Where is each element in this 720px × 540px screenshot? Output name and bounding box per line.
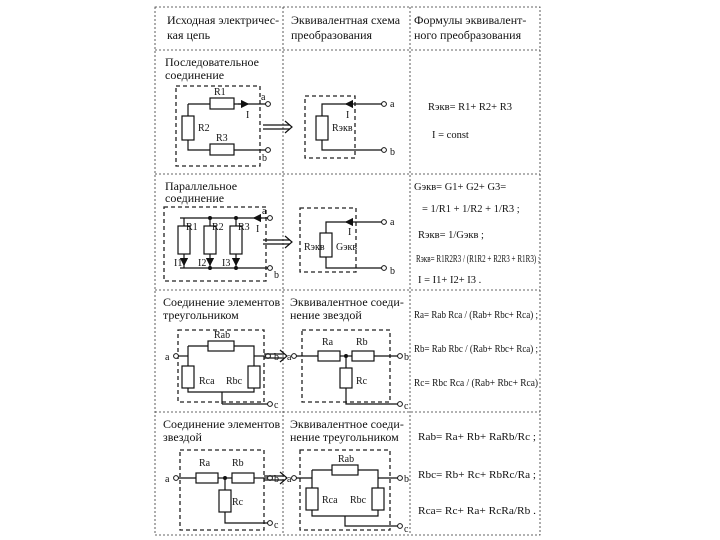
series-req-resistor <box>316 116 328 140</box>
delta-to-star-formulas <box>414 310 538 389</box>
parallel-terminal-b: b <box>274 270 279 281</box>
header-col3-line2: ного преобразования <box>414 28 522 42</box>
delta4-terminal-a: a <box>287 474 292 485</box>
header-col3-line1: Формулы эквивалент- <box>414 13 527 27</box>
delta4-rab-resistor <box>332 465 358 475</box>
star4-terminal-b: b <box>274 474 279 485</box>
delta-terminal-b: b <box>274 352 279 363</box>
parallel-terminal-a: a <box>262 206 267 217</box>
parallel-r2-label: R2 <box>212 222 224 233</box>
delta-title-line1: Соединение элементов <box>163 295 281 309</box>
parallel-title-line2: соединение <box>165 191 225 205</box>
star-ra-label: Ra <box>322 337 334 348</box>
series-title-line2: соединение <box>165 68 225 82</box>
delta-star-formula-1: Ra= Rab Rca / (Rab+ Rbc+ Rca) ; <box>414 310 539 321</box>
series-eq-current-label: I <box>346 110 350 121</box>
star-equivalent-circuit <box>287 330 409 412</box>
delta-rab-label: Rab <box>214 330 231 341</box>
series-formula-1: Rэкв= R1+ R2+ R3 <box>428 102 512 113</box>
star4-rb-label: Rb <box>232 458 244 469</box>
delta-rbc-label: Rbc <box>226 376 243 387</box>
row-series <box>165 55 512 166</box>
delta4-rab-label: Rab <box>338 454 355 465</box>
parallel-req-label: Rэкв <box>304 242 325 253</box>
parallel-equivalent-circuit <box>300 208 395 277</box>
parallel-formula-3: Rэкв= 1/Gэкв ; <box>418 230 484 241</box>
star4-rb-resistor <box>232 473 254 483</box>
star-terminal-b: b <box>404 352 409 363</box>
header-col1-line2: кая цепь <box>167 28 211 42</box>
series-title-line1: Последовательное <box>165 55 260 69</box>
row-parallel <box>164 179 540 286</box>
star-terminal-c: c <box>404 401 409 412</box>
parallel-eq-terminal-b: b <box>390 266 395 277</box>
series-terminal-a: a <box>261 92 266 103</box>
row-star-to-delta <box>163 417 536 535</box>
series-r2-resistor <box>182 116 194 140</box>
parallel-i3-label: I3 <box>222 258 231 269</box>
header-row <box>167 13 526 42</box>
parallel-formulas <box>414 182 540 286</box>
delta-rca-label: Rca <box>199 376 215 387</box>
parallel-eq-terminal-a: a <box>390 217 395 228</box>
star-eq-title-line2: нение звездой <box>290 308 362 322</box>
parallel-i2-label: I2 <box>198 258 207 269</box>
parallel-r1-label: R1 <box>186 222 198 233</box>
star4-terminal-c: c <box>274 520 279 531</box>
parallel-r3-label: R3 <box>238 222 250 233</box>
delta-rca-resistor <box>182 366 194 388</box>
star-circuit <box>165 450 279 531</box>
star-rc-resistor <box>340 368 352 388</box>
delta4-terminal-c: c <box>404 524 409 535</box>
star-rb-resistor <box>352 351 374 361</box>
header-col1-line1: Исходная электричес- <box>167 13 280 27</box>
delta4-rca-label: Rca <box>322 495 338 506</box>
star4-ra-resistor <box>196 473 218 483</box>
star4-rc-resistor <box>219 490 231 512</box>
star-to-delta-formulas <box>418 432 536 517</box>
star-eq-title-line1: Эквивалентное соеди- <box>290 295 404 309</box>
series-eq-terminal-b: b <box>390 147 395 158</box>
series-equivalent-circuit <box>305 96 395 158</box>
delta4-rbc-resistor <box>372 488 384 510</box>
parallel-formula-4: Rэкв= R1R2R3 / (R1R2 + R2R3 + R1R3) ; <box>416 254 541 265</box>
parallel-circuit <box>164 206 279 281</box>
series-current-label: I <box>246 110 250 121</box>
series-formula-2: I = const <box>432 130 469 141</box>
parallel-formula-2: = 1/R1 + 1/R2 + 1/R3 ; <box>422 204 520 215</box>
delta-equivalent-circuit <box>287 450 409 535</box>
delta-terminal-a: a <box>165 352 170 363</box>
delta4-rbc-label: Rbc <box>350 495 367 506</box>
parallel-formula-5: I = I1+ I2+ I3 . <box>418 275 482 286</box>
parallel-geq-label: Gэкв <box>336 242 358 253</box>
delta4-terminal-b: b <box>404 474 409 485</box>
delta-eq-title-line2: нение треугольником <box>290 430 399 444</box>
series-r3-resistor <box>210 144 234 155</box>
header-col2-line1: Эквивалентная схема <box>291 13 401 27</box>
star-delta-formula-3: Rca= Rc+ Ra+ RcRa/Rb . <box>418 506 536 517</box>
delta-star-formula-2: Rb= Rab Rbc / (Rab+ Rbc+ Rca) ; <box>414 344 539 355</box>
star-ra-resistor <box>318 351 340 361</box>
series-r2-label: R2 <box>198 123 210 134</box>
parallel-i1-label: I1 <box>174 258 183 269</box>
parallel-title-line1: Параллельное <box>165 179 238 193</box>
parallel-formula-1: Gэкв= G1+ G2+ G3= <box>414 182 507 193</box>
delta-circuit <box>165 330 279 411</box>
series-circuit <box>176 86 270 166</box>
star-title-line2: звездой <box>163 430 202 444</box>
delta-eq-title-line1: Эквивалентное соеди- <box>290 417 404 431</box>
series-eq-terminal-a: a <box>390 99 395 110</box>
star-terminal-a: a <box>287 352 292 363</box>
delta-star-formula-3: Rc= Rbc Rca / (Rab+ Rbc+ Rca) <box>414 378 539 389</box>
header-col2-line2: преобразования <box>291 28 373 42</box>
series-r3-label: R3 <box>216 133 228 144</box>
series-r1-label: R1 <box>214 87 226 98</box>
parallel-current-label: I <box>256 224 260 235</box>
delta-title-line2: треугольником <box>163 308 239 322</box>
star4-terminal-a: a <box>165 474 170 485</box>
parallel-eq-current-label: I <box>348 227 352 238</box>
row-delta-to-star <box>163 295 538 412</box>
parallel-transform-arrow <box>263 236 292 248</box>
star-rb-label: Rb <box>356 337 368 348</box>
delta-terminal-c: c <box>274 400 279 411</box>
star-delta-formula-2: Rbc= Rb+ Rc+ RbRc/Ra ; <box>418 470 537 481</box>
delta-rab-resistor <box>208 341 234 351</box>
series-terminal-b: b <box>262 153 267 164</box>
star4-rc-label: Rc <box>232 497 244 508</box>
star-delta-formula-1: Rab= Ra+ Rb+ RaRb/Rc ; <box>418 432 537 443</box>
star-rc-label: Rc <box>356 376 368 387</box>
series-transform-arrow <box>263 121 292 133</box>
star4-ra-label: Ra <box>199 458 211 469</box>
star-title-line1: Соединение элементов <box>163 417 281 431</box>
delta4-rca-resistor <box>306 488 318 510</box>
delta-rbc-resistor <box>248 366 260 388</box>
series-formulas <box>428 102 512 141</box>
series-r1-resistor <box>210 98 234 109</box>
series-req-label: Rэкв <box>332 123 353 134</box>
